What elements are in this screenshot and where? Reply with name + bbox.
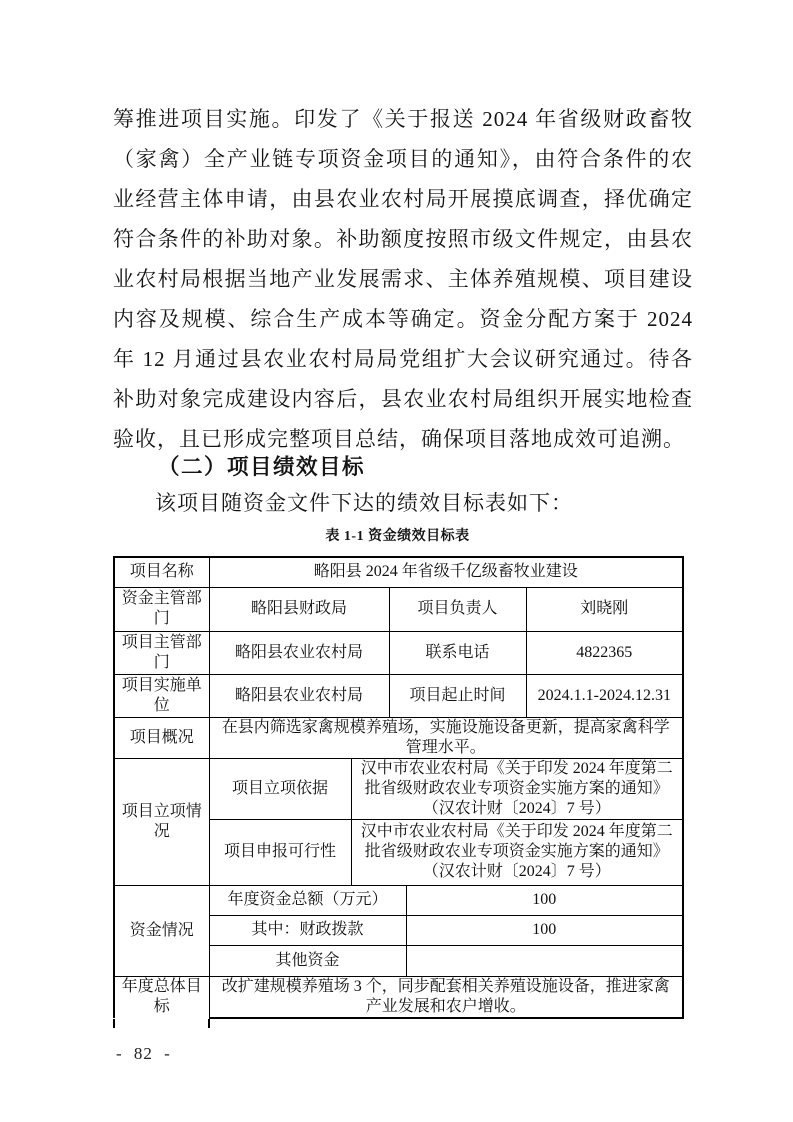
table-caption: 表 1-1 资金绩效目标表 xyxy=(325,529,470,544)
paragraph-continuation: 筹推进项目实施。印发了《关于报送 2024 年省级财政畜牧（家禽）全产业链专项资金项目的通知》，由符合条件的农业经营主体申请，由县农业农村局开展摸底调查，择优确定符合条件的补助对象。补助额度按照市级文件规定，由县农业农村局根据当地产业发展需求、主体养殖规模、项目建设内容及规模、综合生产成本等确定。资金分配方案于 2024 年 12 月通过县农业农村局局党组扩大会议研究通过。待各补助对象完成建设内容后，县农业农村局组织开展实地检查验收，且已形成完整项目总结，确保项目落地成效可追溯。 xyxy=(113,107,693,451)
duration-value: 2024.1.1-2024.12.31 xyxy=(526,674,683,717)
funds-total-label: 年度资金总额（万元） xyxy=(209,885,406,915)
funds-fiscal-value: 100 xyxy=(406,915,683,945)
project-name-value: 略阳县 2024 年省级千亿级畜牧业建设 xyxy=(209,557,683,587)
phone-label: 联系电话 xyxy=(389,631,526,674)
annual-goal-value: 改扩建规模养殖场 3 个，同步配套相关养殖设施设备，推进家禽产业发展和农户增收。 xyxy=(209,976,683,1018)
table-row xyxy=(114,557,683,587)
table-row xyxy=(114,976,683,1018)
funds-other-label: 其他资金 xyxy=(209,945,406,976)
initiation-basis-label: 项目立项依据 xyxy=(209,758,351,819)
leader-value: 刘晓刚 xyxy=(526,587,683,631)
impl-unit-label: 项目实施单位 xyxy=(114,674,209,717)
fund-dept-value: 略阳县财政局 xyxy=(209,587,389,631)
performance-target-table xyxy=(113,556,682,1019)
performance-table xyxy=(113,556,684,1019)
funds-fiscal-label: 其中：财政拨款 xyxy=(209,915,406,945)
project-name-label: 项目名称 xyxy=(114,557,209,587)
funds-label: 资金情况 xyxy=(114,885,209,976)
initiation-basis-value: 汉中市农业农村局《关于印发 2024 年度第二批省级财政农业专项资金实施方案的通知》（汉农计财〔2024〕7 号） xyxy=(351,758,683,819)
table-row xyxy=(114,631,683,674)
initiation-label: 项目立项情况 xyxy=(114,758,209,885)
funds-total-value: 100 xyxy=(406,885,683,915)
table-row xyxy=(114,717,683,758)
intro-line: 该项目随资金文件下达的绩效目标表如下： xyxy=(155,491,573,515)
table-row xyxy=(114,885,683,915)
feasibility-value: 汉中市农业农村局《关于印发 2024 年度第二批省级财政农业专项资金实施方案的通知》（汉农计财〔2024〕7 号） xyxy=(351,819,683,885)
duration-label: 项目起止时间 xyxy=(389,674,526,717)
overview-value: 在县内筛选家禽规模养殖场，实施设施设备更新，提高家禽科学管理水平。 xyxy=(209,717,683,758)
project-dept-value: 略阳县农业农村局 xyxy=(209,631,389,674)
feasibility-label: 项目申报可行性 xyxy=(209,819,351,885)
page-number: - 82 - xyxy=(116,1044,171,1063)
table-row xyxy=(114,674,683,717)
project-dept-label: 项目主管部门 xyxy=(114,631,209,674)
table-row xyxy=(114,758,683,819)
impl-unit-value: 略阳县农业农村局 xyxy=(209,674,389,717)
table-row xyxy=(114,587,683,631)
annual-goal-label: 年度总体目标 xyxy=(114,976,209,1018)
funds-other-value xyxy=(406,945,683,976)
fund-dept-label: 资金主管部门 xyxy=(114,587,209,631)
phone-value: 4822365 xyxy=(526,631,683,674)
section-heading: （二）项目绩效目标 xyxy=(158,455,366,479)
leader-label: 项目负责人 xyxy=(389,587,526,631)
overview-label: 项目概况 xyxy=(114,717,209,758)
